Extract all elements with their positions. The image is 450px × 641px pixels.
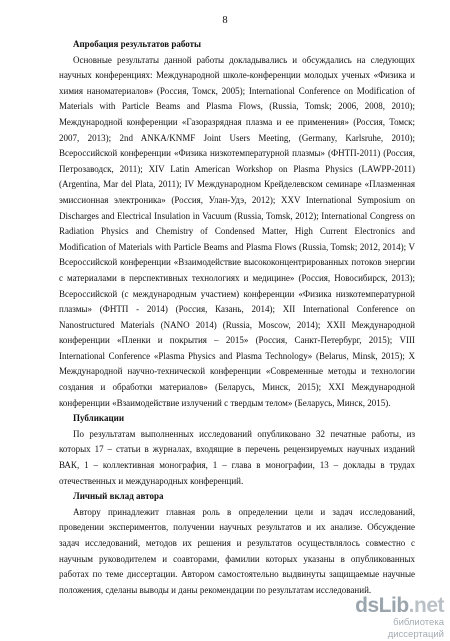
watermark-logo-part1: dsLib	[355, 594, 409, 617]
watermark-logo	[340, 595, 444, 617]
approbation-heading: Апробация результатов работы	[73, 39, 202, 49]
page-number: 8	[222, 15, 228, 26]
watermark-tagline: библиотека диссертаций	[387, 617, 444, 640]
document-body	[59, 37, 415, 598]
contribution-paragraph: Автору принадлежит главная роль в определении цели и задач исследований, проведении экспериментов, получении научных результатов и их анализе. Обсуждение задач исследований, методов их решения и результатов осуществлялось совместно с научным руководителем и соавторами, фамилии которых указаны в опубликованных работах по теме диссертации. Автором самостоятельно выдвинуты защищаемые научные положения, сделаны выводы и даны рекомендации по результатам исследований.	[59, 506, 415, 595]
publications-heading: Публикации	[73, 413, 124, 424]
publications-paragraph: По результатам выполненных исследований опубликовано 32 печатные работы, из которых 17 – статьи в журналах, входящие в перечень рецензируемых научных изданий ВАК, 1 – коллективная монография, 1 – глава в монографии, 13 – доклады в трудах отечественных и международных конференций.	[59, 428, 415, 486]
contribution-heading: Личный вклад автора	[73, 491, 164, 502]
dslib-watermark	[340, 594, 444, 640]
approbation-paragraph: Основные результаты данной работы докладывались и обсуждались на следующих научных конференциях: Международной школе-конференции молодых ученых «Физика и химия наноматериалов» (Россия, Томск, 2005); International Conference on Modification of Materials with Particle Beams and Plasma Flows, (Russia, Tomsk; 2006, 2008, 2010); Международной конференции «Газоразрядная плазма и ее применения» (Россия, Томск; 2007, 2013); 2nd ANKA/KNMF Joint Users Meeting, (Germany, Karlsruhe, 2010); Всероссийской конференции «Физика низкотемпературной плазмы» (ФНТП-2011) (Россия, Петрозаводск, 2011); XIV Latin American Workshop on Plasma Physics (LAWPP-2011) (Argentina, Mar del Plata, 2011); IV Международном Крейделевском семинаре «Плазменная эмиссионная электроника» (Россия, Улан-Удэ, 2012); XXV International Symposium on Discharges and Electrical Insulation in Vacuum (Russia, Tomsk, 2012); International Congress on Radiation Physics and Chemistry of Condensed Matter, High Current Electronics and Modification of Materials with Particle Beams and Plasma Flows (Russia, Tomsk; 2012, 2014); V Всероссийской конференции «Взаимодействие высококонцентрированных потоков энергии с материалами в перспективных технологиях и медицине» (Россия, Новосибирск, 2013); Всероссийской (с международным участием) конференции «Физика низкотемпературной плазмы» (ФНТП - 2014) (Россия, Казань, 2014); XII International Conference on Nanostructured Materials (NANO 2014) (Russia, Moscow, 2014); XXII Международной конференции «Пленки и покрытия – 2015» (Россия, Санкт-Петербург, 2015); VIII International Conference «Plasma Physics and Plasma Technology» (Belarus, Minsk, 2015); X Международной научно-технической конференции «Современные методы и технологии создания и обработки материалов» (Беларусь, Минск, 2015); XXI Международной конференции «Взаимодействие излучений с твердым телом» (Беларусь, Минск, 2015).	[59, 54, 415, 408]
watermark-logo-part2: .net	[408, 594, 444, 617]
